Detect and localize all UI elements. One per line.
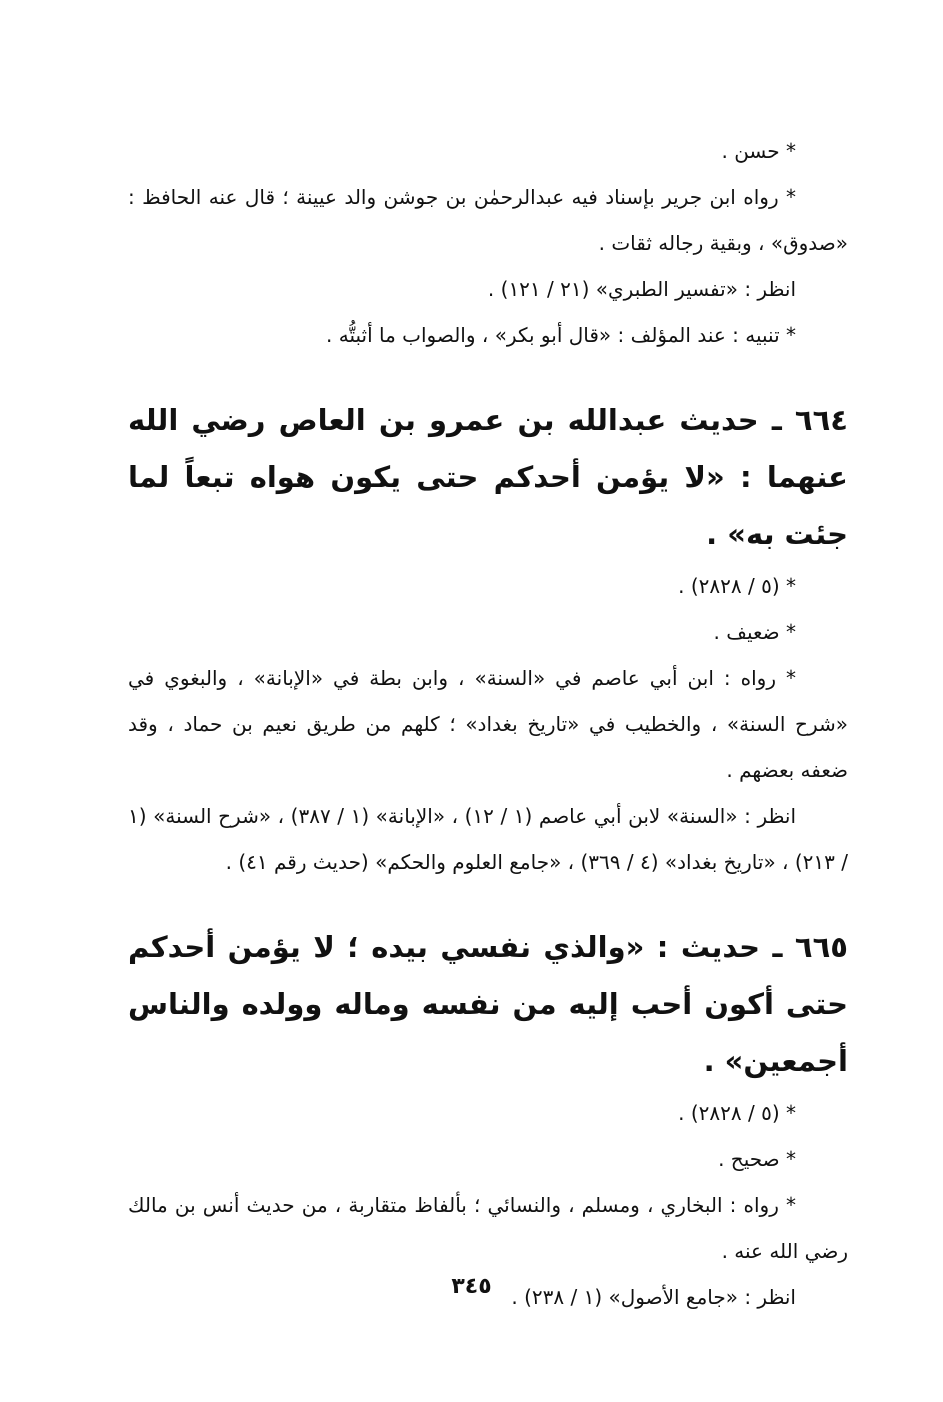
prev-see: انظر : «تفسير الطبري» (٢١ / ١٢١) . [487,277,796,301]
page-number: ٣٤٥ [451,1274,492,1299]
prev-grade: * حسن . [721,139,796,163]
heading-665: ٦٦٥ ـ حديث : «والذي نفسي بيده ؛ لا يؤمن أحدكم حتى أكون أحب إليه من نفسه وماله وولده والناس أجمعين» . [128,930,848,1078]
heading-664: ٦٦٤ ـ حديث عبدالله بن عمرو بن العاص رضي الله عنهما : «لا يؤمن أحدكم حتى يكون هواه تبعاً لما جئت به» . [128,403,848,551]
narration-664: * رواه : ابن أبي عاصم في «السنة» ، وابن بطة في «الإبانة» ، والبغوي في «شرح السنة» ، والخطيب في «تاريخ بغداد» ؛ كلهم من طريق نعيم بن حماد ، وقد ضعفه بعضهم . [128,666,848,782]
ref-664: * (٥ / ٢٨٢٨) . [678,574,796,598]
ref-665: * (٥ / ٢٨٢٨) . [678,1101,796,1125]
grade-665: * صحيح . [718,1147,796,1171]
prev-narration: * رواه ابن جرير بإسناد فيه عبدالرحمٰن بن جوشن والد عيينة ؛ قال عنه الحافظ : «صدوق» ، وبقية رجاله ثقات . [128,185,848,255]
page-body [128,128,848,1320]
see-665: انظر : «جامع الأصول» (١ / ٢٣٨) . [511,1285,796,1309]
prev-note: * تنبيه : عند المؤلف : «قال أبو بكر» ، والصواب ما أثبتُّه . [326,323,796,347]
see-664: انظر : «السنة» لابن أبي عاصم (١ / ١٢) ، «الإبانة» (١ / ٣٨٧) ، «شرح السنة» (١ / ٢١٣) ، «تاريخ بغداد» (٤ / ٣٦٩) ، «جامع العلوم والحكم» (حديث رقم ٤١) . [128,804,848,874]
grade-664: * ضعيف . [713,620,796,644]
narration-665: * رواه : البخاري ، ومسلم ، والنسائي ؛ بألفاظ متقاربة ، من حديث أنس بن مالك رضي الله عنه . [128,1193,848,1263]
